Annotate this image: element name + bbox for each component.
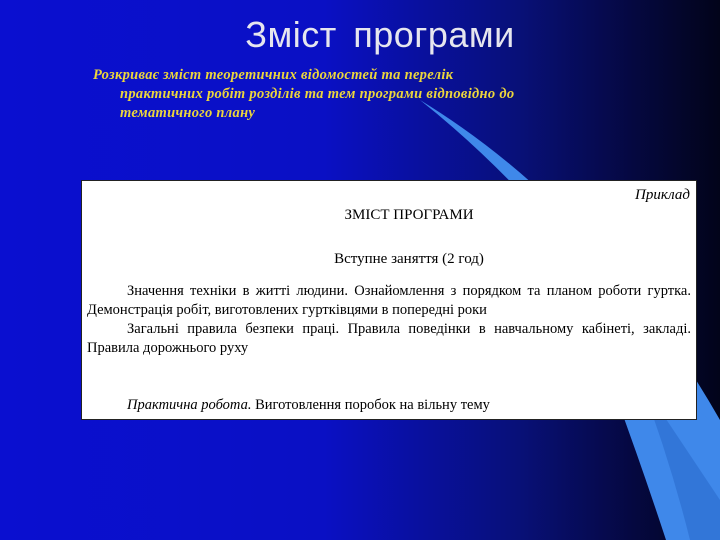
panel-body [87,282,691,358]
paragraph-technique: Значення техніки в житті людини. Ознайомлення з порядком та планом роботи гуртка. Демонстрація робіт, виготовлених гуртківцями в попередні роки [87,283,691,318]
intro-line-3: тематичного плану [120,105,256,121]
intro-text [93,66,720,123]
practical-work [127,397,490,414]
intro-line-2: практичних робіт розділів та тем програми відповідно до [120,86,515,102]
intro-lesson-heading: Вступне заняття (2 год) [334,251,484,267]
slide-title: Зміст програми [245,14,515,55]
program-heading: ЗМІСТ ПРОГРАМИ [344,207,474,223]
example-label: Приклад [635,187,690,203]
example-panel [81,180,697,420]
paragraph-safety: Загальні правила безпеки праці. Правила поведінки в навчальному кабінеті, закладі. Правила дорожнього руху [87,321,691,356]
practical-work-label: Практична робота. [127,397,252,413]
practical-work-text: Виготовлення поробок на вільну тему [255,397,490,413]
intro-line-1: Розкриває зміст теоретичних відомостей та перелік [93,67,454,83]
